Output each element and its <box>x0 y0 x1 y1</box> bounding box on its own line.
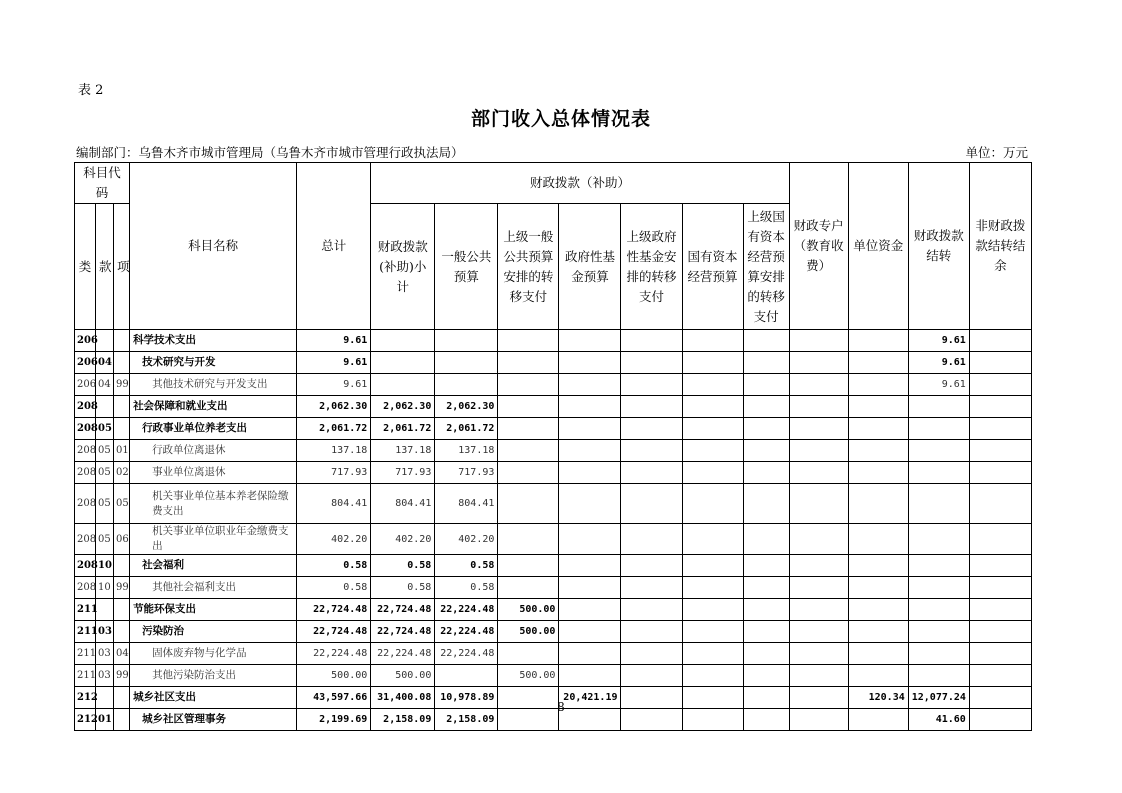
cell-unit-funds <box>848 462 908 484</box>
code-kuan <box>96 396 114 418</box>
subject-name: 其他污染防治支出 <box>130 665 297 687</box>
cell-nonfiscal-carryover <box>969 524 1031 555</box>
cell-gov-fund <box>559 577 621 599</box>
cell-upper-gov-fund <box>621 352 682 374</box>
code-kuan: 03 <box>96 665 114 687</box>
cell-state-capital <box>682 621 743 643</box>
cell-nonfiscal-carryover <box>969 665 1031 687</box>
code-xiang <box>114 418 130 440</box>
cell-unit-funds <box>848 524 908 555</box>
cell-gov-fund <box>559 524 621 555</box>
cell-upper-general <box>498 462 559 484</box>
table-row <box>75 599 1032 621</box>
cell-fiscal-carryover: 12,077.24 <box>908 687 969 709</box>
subject-name: 其他技术研究与开发支出 <box>130 374 297 396</box>
cell-gov-fund <box>559 374 621 396</box>
cell-fiscal-subtotal: 2,061.72 <box>371 418 435 440</box>
header-kuan: 款 <box>96 204 114 330</box>
code-lei: 212 <box>75 687 96 709</box>
cell-unit-funds <box>848 418 908 440</box>
code-lei: 211 <box>75 643 96 665</box>
cell-state-capital <box>682 440 743 462</box>
cell-upper-general <box>498 555 559 577</box>
cell-unit-funds <box>848 643 908 665</box>
header-unit-funds: 单位资金 <box>848 163 908 330</box>
cell-fiscal-special <box>789 396 848 418</box>
table-row <box>75 555 1032 577</box>
code-xiang <box>114 352 130 374</box>
code-lei: 211 <box>75 599 96 621</box>
code-xiang: 99 <box>114 374 130 396</box>
cell-general-public: 0.58 <box>435 577 498 599</box>
cell-state-capital <box>682 665 743 687</box>
table-row <box>75 396 1032 418</box>
table-row <box>75 665 1032 687</box>
code-xiang <box>114 599 130 621</box>
header-gov-fund: 政府性基金预算 <box>559 204 621 330</box>
cell-state-capital <box>682 330 743 352</box>
cell-fiscal-special <box>789 330 848 352</box>
cell-fiscal-special <box>789 484 848 524</box>
code-kuan <box>96 599 114 621</box>
cell-gov-fund <box>559 665 621 687</box>
table-row <box>75 352 1032 374</box>
cell-fiscal-subtotal: 2,062.30 <box>371 396 435 418</box>
code-kuan: 05 <box>96 440 114 462</box>
table-row <box>75 418 1032 440</box>
subject-name: 行政单位离退休 <box>130 440 297 462</box>
cell-fiscal-special <box>789 440 848 462</box>
cell-fiscal-subtotal: 0.58 <box>371 555 435 577</box>
cell-general-public: 137.18 <box>435 440 498 462</box>
cell-nonfiscal-carryover <box>969 396 1031 418</box>
cell-general-public <box>435 352 498 374</box>
cell-fiscal-special <box>789 665 848 687</box>
code-xiang: 99 <box>114 577 130 599</box>
cell-upper-state-capital <box>743 524 789 555</box>
header-nonfiscal-carryover: 非财政拨款结转结余 <box>969 163 1031 330</box>
cell-upper-state-capital <box>743 374 789 396</box>
cell-unit-funds <box>848 440 908 462</box>
cell-general-public: 0.58 <box>435 555 498 577</box>
code-kuan: 03 <box>96 643 114 665</box>
cell-upper-general: 500.00 <box>498 665 559 687</box>
cell-upper-gov-fund <box>621 577 682 599</box>
cell-gov-fund <box>559 555 621 577</box>
subject-name: 城乡社区管理事务 <box>130 709 297 731</box>
cell-upper-state-capital <box>743 665 789 687</box>
table-row <box>75 462 1032 484</box>
cell-general-public <box>435 665 498 687</box>
cell-fiscal-special <box>789 524 848 555</box>
cell-unit-funds <box>848 599 908 621</box>
cell-fiscal-special <box>789 462 848 484</box>
subject-name: 节能环保支出 <box>130 599 297 621</box>
cell-state-capital <box>682 524 743 555</box>
cell-state-capital <box>682 396 743 418</box>
table-row <box>75 484 1032 524</box>
code-lei: 206 <box>75 352 96 374</box>
cell-unit-funds <box>848 555 908 577</box>
cell-upper-gov-fund <box>621 665 682 687</box>
cell-gov-fund <box>559 462 621 484</box>
cell-upper-state-capital <box>743 352 789 374</box>
cell-fiscal-carryover <box>908 396 969 418</box>
subject-name: 其他社会福利支出 <box>130 577 297 599</box>
code-kuan: 04 <box>96 374 114 396</box>
code-lei: 208 <box>75 418 96 440</box>
cell-upper-general <box>498 418 559 440</box>
subject-name: 污染防治 <box>130 621 297 643</box>
code-xiang: 01 <box>114 440 130 462</box>
code-kuan: 05 <box>96 462 114 484</box>
code-kuan: 05 <box>96 484 114 524</box>
cell-fiscal-carryover <box>908 462 969 484</box>
cell-gov-fund <box>559 396 621 418</box>
cell-state-capital <box>682 462 743 484</box>
cell-nonfiscal-carryover <box>969 352 1031 374</box>
cell-total: 43,597.66 <box>297 687 371 709</box>
cell-fiscal-carryover: 41.60 <box>908 709 969 731</box>
cell-fiscal-subtotal: 804.41 <box>371 484 435 524</box>
cell-fiscal-carryover <box>908 418 969 440</box>
code-xiang: 02 <box>114 462 130 484</box>
cell-gov-fund <box>559 621 621 643</box>
cell-gov-fund <box>559 418 621 440</box>
cell-upper-general <box>498 524 559 555</box>
code-lei: 212 <box>75 709 96 731</box>
code-lei: 206 <box>75 374 96 396</box>
cell-upper-gov-fund <box>621 524 682 555</box>
cell-total: 804.41 <box>297 484 371 524</box>
header-fiscal-subtotal: 财政拨款(补助)小计 <box>371 204 435 330</box>
cell-upper-state-capital <box>743 577 789 599</box>
cell-unit-funds <box>848 621 908 643</box>
header-upper-gov-fund: 上级政府性基金安排的转移支付 <box>621 204 682 330</box>
header-upper-general: 上级一般公共预算安排的转移支付 <box>498 204 559 330</box>
cell-upper-general <box>498 440 559 462</box>
cell-upper-general <box>498 374 559 396</box>
cell-fiscal-subtotal: 137.18 <box>371 440 435 462</box>
cell-fiscal-carryover: 9.61 <box>908 352 969 374</box>
unit-label: 单位：万元 <box>965 145 1028 160</box>
code-lei: 211 <box>75 665 96 687</box>
cell-state-capital <box>682 577 743 599</box>
cell-state-capital <box>682 374 743 396</box>
code-xiang: 05 <box>114 484 130 524</box>
cell-fiscal-special <box>789 374 848 396</box>
cell-gov-fund <box>559 643 621 665</box>
cell-nonfiscal-carryover <box>969 484 1031 524</box>
code-lei: 208 <box>75 462 96 484</box>
cell-gov-fund <box>559 440 621 462</box>
cell-general-public: 804.41 <box>435 484 498 524</box>
cell-general-public: 402.20 <box>435 524 498 555</box>
table-row <box>75 374 1032 396</box>
subject-name: 事业单位离退休 <box>130 462 297 484</box>
code-kuan: 05 <box>96 418 114 440</box>
cell-gov-fund <box>559 599 621 621</box>
page-number: 8 <box>557 700 565 714</box>
code-xiang <box>114 555 130 577</box>
cell-fiscal-subtotal: 31,400.08 <box>371 687 435 709</box>
cell-upper-general <box>498 643 559 665</box>
cell-total: 9.61 <box>297 374 371 396</box>
code-kuan: 04 <box>96 352 114 374</box>
cell-unit-funds <box>848 352 908 374</box>
cell-fiscal-carryover: 9.61 <box>908 374 969 396</box>
code-xiang: 04 <box>114 643 130 665</box>
table-row <box>75 440 1032 462</box>
cell-unit-funds <box>848 396 908 418</box>
code-lei: 208 <box>75 484 96 524</box>
subject-name: 科学技术支出 <box>130 330 297 352</box>
cell-fiscal-carryover <box>908 440 969 462</box>
code-lei: 208 <box>75 396 96 418</box>
cell-fiscal-special <box>789 555 848 577</box>
cell-fiscal-subtotal: 0.58 <box>371 577 435 599</box>
cell-state-capital <box>682 599 743 621</box>
cell-total: 402.20 <box>297 524 371 555</box>
header-fiscal-carryover: 财政拨款结转 <box>908 163 969 330</box>
cell-nonfiscal-carryover <box>969 440 1031 462</box>
cell-nonfiscal-carryover <box>969 374 1031 396</box>
cell-unit-funds <box>848 374 908 396</box>
cell-fiscal-subtotal: 22,224.48 <box>371 643 435 665</box>
header-fiscal-group: 财政拨款（补助） <box>371 163 789 204</box>
cell-nonfiscal-carryover <box>969 330 1031 352</box>
cell-upper-general <box>498 330 559 352</box>
cell-fiscal-carryover <box>908 524 969 555</box>
cell-upper-general <box>498 577 559 599</box>
cell-upper-state-capital <box>743 599 789 621</box>
cell-fiscal-subtotal: 22,724.48 <box>371 599 435 621</box>
cell-fiscal-subtotal <box>371 330 435 352</box>
table-row <box>75 643 1032 665</box>
cell-upper-gov-fund <box>621 462 682 484</box>
cell-fiscal-special <box>789 643 848 665</box>
cell-upper-gov-fund <box>621 621 682 643</box>
income-table <box>74 162 1032 731</box>
code-kuan: 10 <box>96 577 114 599</box>
cell-fiscal-special <box>789 599 848 621</box>
code-lei: 206 <box>75 330 96 352</box>
cell-fiscal-carryover <box>908 665 969 687</box>
cell-total: 717.93 <box>297 462 371 484</box>
cell-total: 22,224.48 <box>297 643 371 665</box>
code-lei: 211 <box>75 621 96 643</box>
cell-total: 2,062.30 <box>297 396 371 418</box>
cell-fiscal-subtotal <box>371 352 435 374</box>
subject-name: 城乡社区支出 <box>130 687 297 709</box>
cell-unit-funds <box>848 577 908 599</box>
cell-gov-fund: 20,421.19 <box>559 687 621 709</box>
code-xiang <box>114 396 130 418</box>
code-xiang: 99 <box>114 665 130 687</box>
code-lei: 208 <box>75 440 96 462</box>
cell-fiscal-subtotal: 500.00 <box>371 665 435 687</box>
subject-name: 机关事业单位职业年金缴费支出 <box>130 524 297 555</box>
cell-nonfiscal-carryover <box>969 643 1031 665</box>
cell-unit-funds <box>848 330 908 352</box>
subject-name: 技术研究与开发 <box>130 352 297 374</box>
cell-nonfiscal-carryover <box>969 555 1031 577</box>
header-upper-state-capital: 上级国有资本经营预算安排的转移支付 <box>743 204 789 330</box>
cell-total: 2,199.69 <box>297 709 371 731</box>
cell-fiscal-carryover <box>908 484 969 524</box>
cell-upper-state-capital <box>743 643 789 665</box>
cell-gov-fund <box>559 484 621 524</box>
department-line: 编制部门：乌鲁木齐市城市管理局（乌鲁木齐市城市管理行政执法局） <box>76 145 464 160</box>
cell-general-public: 2,061.72 <box>435 418 498 440</box>
cell-fiscal-special <box>789 352 848 374</box>
code-kuan <box>96 330 114 352</box>
cell-total: 22,724.48 <box>297 599 371 621</box>
cell-upper-state-capital <box>743 462 789 484</box>
subject-name: 行政事业单位养老支出 <box>130 418 297 440</box>
cell-fiscal-subtotal: 402.20 <box>371 524 435 555</box>
code-lei: 208 <box>75 524 96 555</box>
cell-upper-state-capital <box>743 440 789 462</box>
subject-name: 社会福利 <box>130 555 297 577</box>
cell-state-capital <box>682 418 743 440</box>
cell-upper-state-capital <box>743 555 789 577</box>
cell-gov-fund <box>559 330 621 352</box>
cell-upper-general: 500.00 <box>498 621 559 643</box>
table-row <box>75 524 1032 555</box>
header-general-public: 一般公共预算 <box>435 204 498 330</box>
code-kuan: 03 <box>96 621 114 643</box>
cell-fiscal-subtotal: 717.93 <box>371 462 435 484</box>
header-subject-name: 科目名称 <box>130 163 297 330</box>
cell-upper-state-capital <box>743 484 789 524</box>
cell-fiscal-subtotal <box>371 374 435 396</box>
header-state-capital: 国有资本经营预算 <box>682 204 743 330</box>
code-xiang <box>114 621 130 643</box>
header-lei: 类 <box>75 204 96 330</box>
header-subject-code: 科目代码 <box>75 163 130 204</box>
table-row <box>75 330 1032 352</box>
cell-general-public: 2,158.09 <box>435 709 498 731</box>
table-row <box>75 621 1032 643</box>
cell-unit-funds <box>848 484 908 524</box>
subject-name: 固体废弃物与化学品 <box>130 643 297 665</box>
header-fiscal-special: 财政专户（教育收费） <box>789 163 848 330</box>
cell-total: 9.61 <box>297 352 371 374</box>
cell-nonfiscal-carryover <box>969 418 1031 440</box>
cell-upper-gov-fund <box>621 555 682 577</box>
cell-fiscal-carryover <box>908 643 969 665</box>
cell-upper-gov-fund <box>621 599 682 621</box>
cell-upper-state-capital <box>743 418 789 440</box>
cell-general-public: 22,224.48 <box>435 643 498 665</box>
cell-total: 0.58 <box>297 555 371 577</box>
header-xiang: 项 <box>114 204 130 330</box>
cell-general-public <box>435 374 498 396</box>
cell-gov-fund <box>559 352 621 374</box>
cell-fiscal-special <box>789 577 848 599</box>
cell-general-public <box>435 330 498 352</box>
cell-upper-general <box>498 352 559 374</box>
cell-unit-funds: 120.34 <box>848 687 908 709</box>
cell-upper-state-capital <box>743 396 789 418</box>
cell-upper-gov-fund <box>621 440 682 462</box>
code-xiang <box>114 330 130 352</box>
cell-upper-gov-fund <box>621 330 682 352</box>
cell-nonfiscal-carryover <box>969 599 1031 621</box>
cell-upper-general: 500.00 <box>498 599 559 621</box>
cell-unit-funds <box>848 665 908 687</box>
cell-total: 9.61 <box>297 330 371 352</box>
cell-state-capital <box>682 352 743 374</box>
subject-name: 机关事业单位基本养老保险缴费支出 <box>130 484 297 524</box>
cell-fiscal-carryover <box>908 577 969 599</box>
cell-upper-general <box>498 484 559 524</box>
cell-upper-state-capital <box>743 330 789 352</box>
code-kuan: 05 <box>96 524 114 555</box>
cell-total: 2,061.72 <box>297 418 371 440</box>
code-kuan: 10 <box>96 555 114 577</box>
cell-fiscal-carryover: 9.61 <box>908 330 969 352</box>
cell-upper-general <box>498 396 559 418</box>
header-total: 总计 <box>297 163 371 330</box>
cell-nonfiscal-carryover <box>969 462 1031 484</box>
cell-upper-state-capital <box>743 621 789 643</box>
cell-upper-gov-fund <box>621 396 682 418</box>
table-row <box>75 577 1032 599</box>
cell-state-capital <box>682 555 743 577</box>
cell-general-public: 2,062.30 <box>435 396 498 418</box>
cell-state-capital <box>682 484 743 524</box>
code-xiang: 06 <box>114 524 130 555</box>
cell-nonfiscal-carryover <box>969 621 1031 643</box>
cell-general-public: 10,978.89 <box>435 687 498 709</box>
cell-fiscal-special <box>789 621 848 643</box>
code-lei: 208 <box>75 555 96 577</box>
page-title: 部门收入总体情况表 <box>470 108 651 130</box>
cell-upper-gov-fund <box>621 374 682 396</box>
cell-upper-gov-fund <box>621 418 682 440</box>
cell-fiscal-subtotal: 22,724.48 <box>371 621 435 643</box>
subject-name: 社会保障和就业支出 <box>130 396 297 418</box>
cell-upper-gov-fund <box>621 643 682 665</box>
code-kuan: 01 <box>96 709 114 731</box>
cell-fiscal-carryover <box>908 555 969 577</box>
cell-fiscal-subtotal: 2,158.09 <box>371 709 435 731</box>
cell-upper-gov-fund <box>621 484 682 524</box>
cell-total: 137.18 <box>297 440 371 462</box>
cell-general-public: 22,224.48 <box>435 599 498 621</box>
cell-fiscal-special <box>789 418 848 440</box>
cell-nonfiscal-carryover <box>969 577 1031 599</box>
code-lei: 208 <box>75 577 96 599</box>
cell-general-public: 717.93 <box>435 462 498 484</box>
cell-fiscal-carryover <box>908 621 969 643</box>
table-label: 表 2 <box>78 83 104 98</box>
cell-total: 22,724.48 <box>297 621 371 643</box>
cell-general-public: 22,224.48 <box>435 621 498 643</box>
cell-state-capital <box>682 643 743 665</box>
cell-fiscal-carryover <box>908 599 969 621</box>
cell-total: 0.58 <box>297 577 371 599</box>
cell-total: 500.00 <box>297 665 371 687</box>
